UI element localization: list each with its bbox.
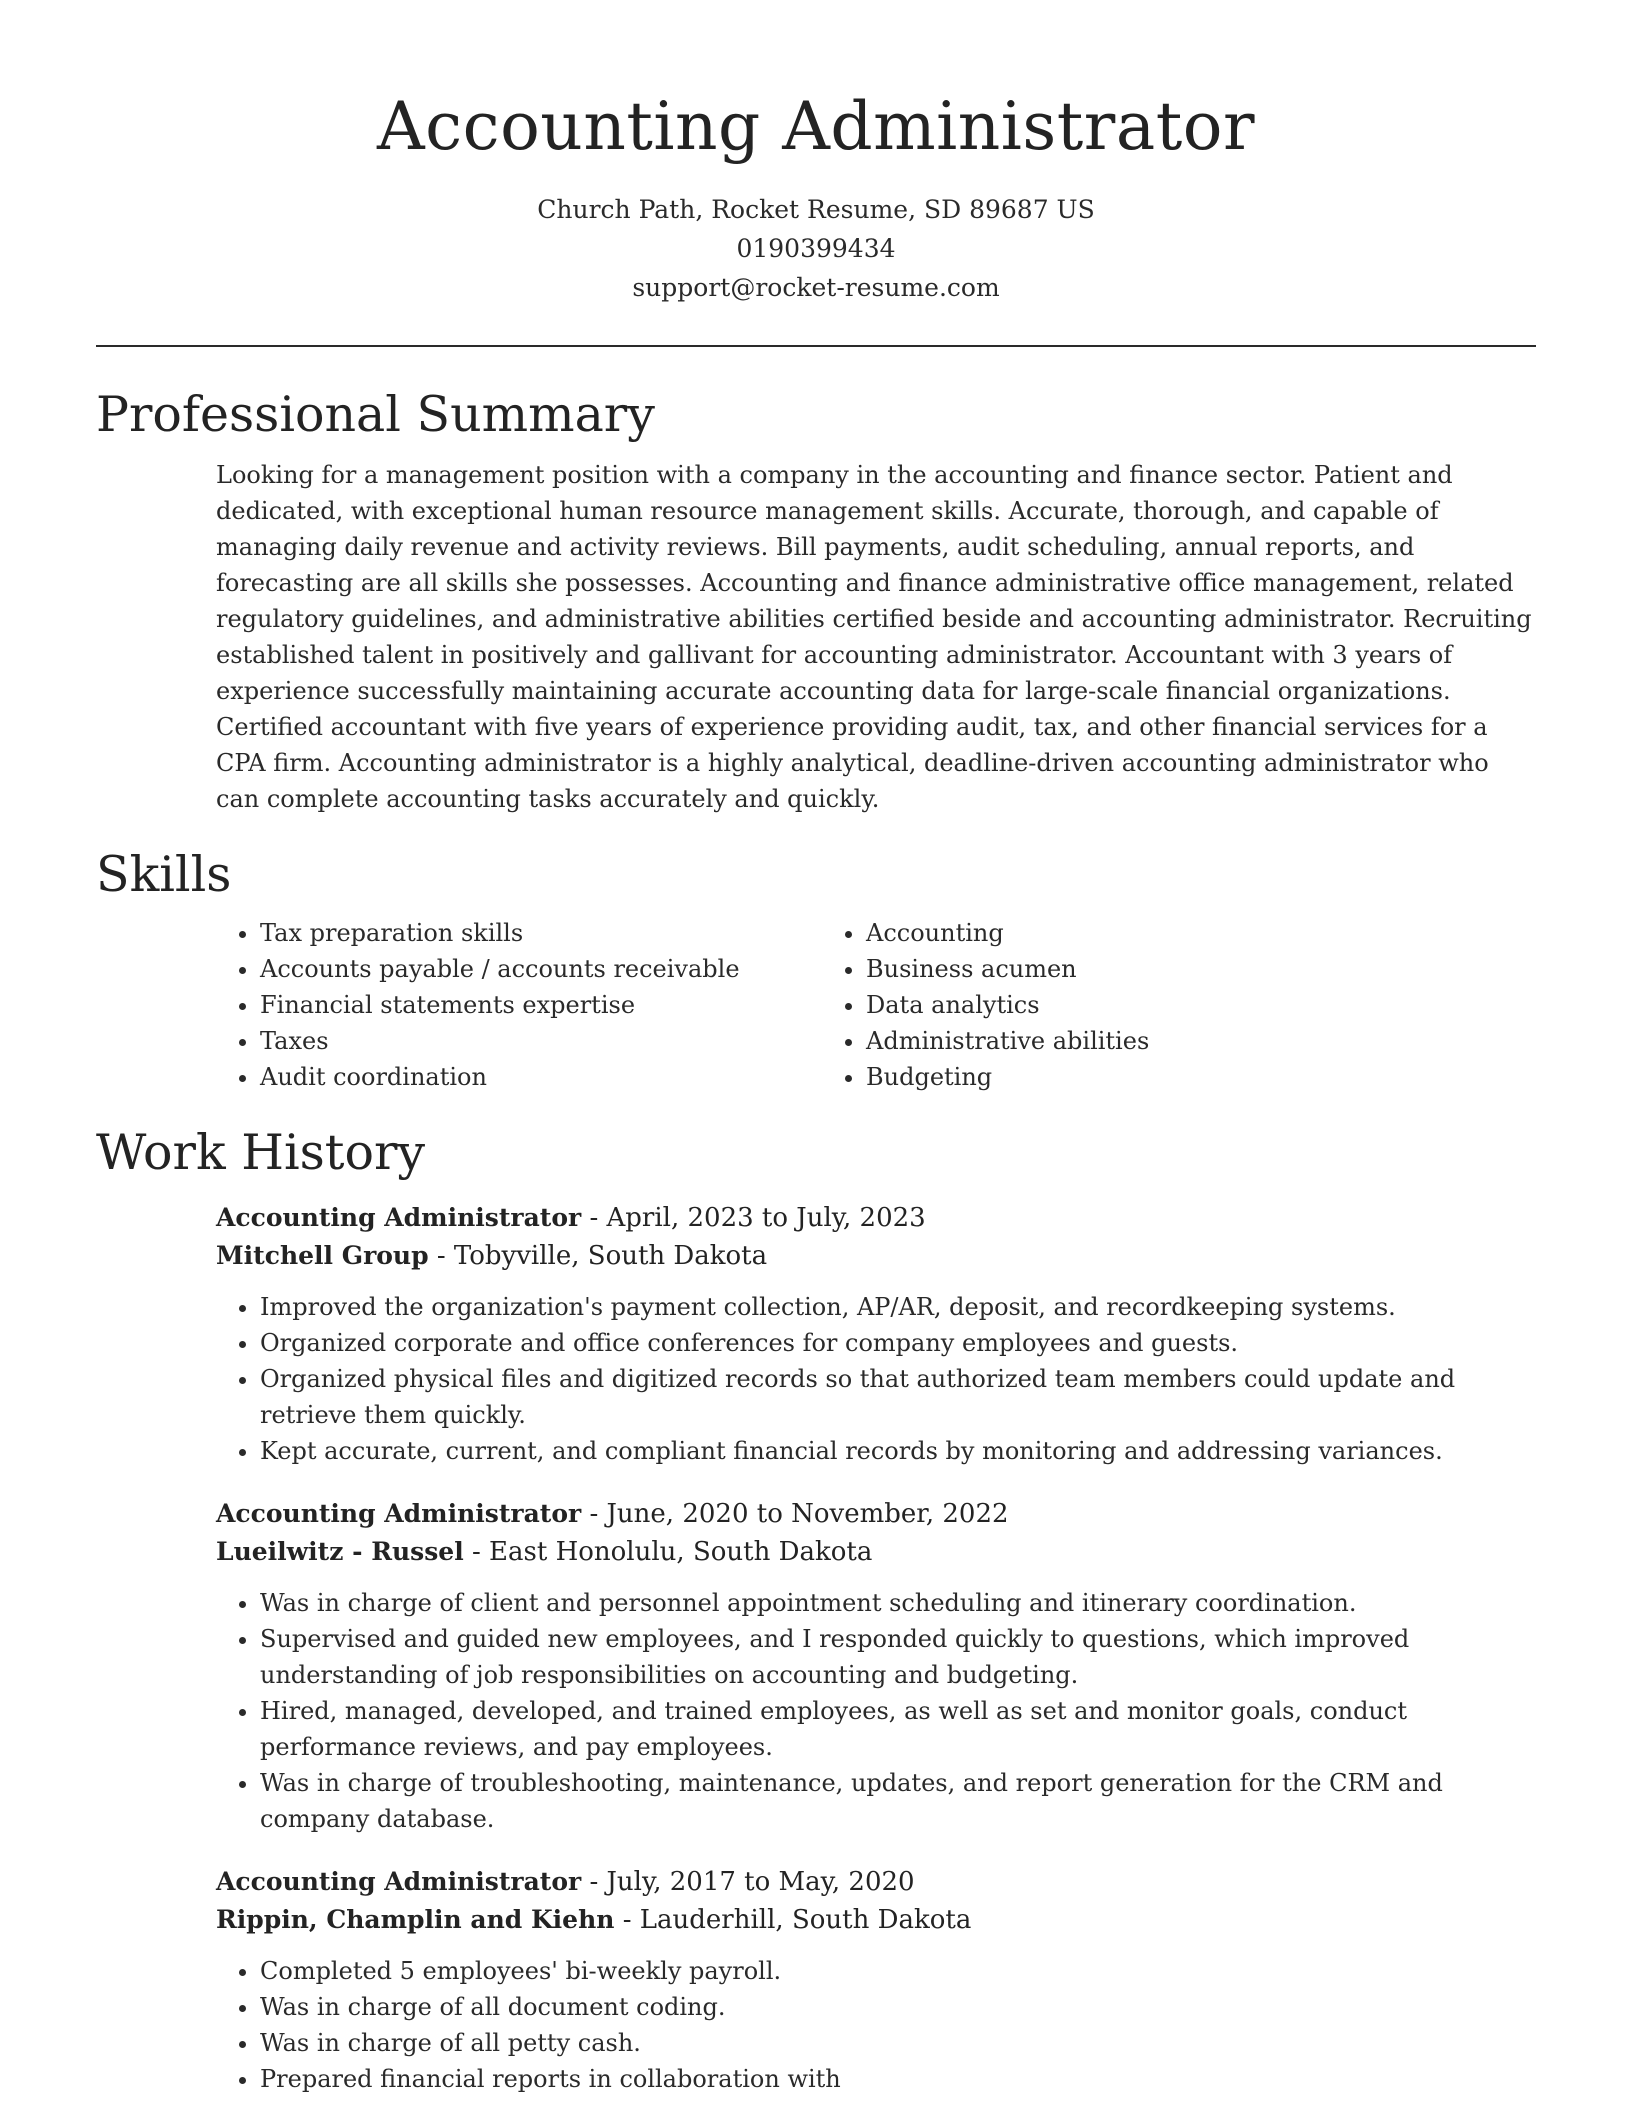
job-location: - Tobyville, South Dakota [436, 1241, 768, 1271]
job-location: - East Honolulu, South Dakota [471, 1537, 873, 1567]
skill-item: • Audit coordination [260, 1059, 822, 1095]
resume-page [96, 0, 1536, 2097]
job-bullets [216, 1953, 1536, 2097]
job-dates: - June, 2020 to November, 2022 [589, 1499, 1009, 1529]
contact-block [96, 190, 1536, 307]
skill-item: • Accounting [866, 915, 1422, 951]
skill-item: • Tax preparation skills [260, 915, 822, 951]
job-bullet: • Kept accurate, current, and compliant financial records by monitoring and addressing variances. [260, 1433, 1536, 1469]
job-company-line [216, 1237, 1536, 1275]
skill-item: • Budgeting [866, 1059, 1422, 1095]
skills-list [216, 915, 1536, 1095]
skills-column-left [216, 915, 822, 1095]
work-history-list [216, 1199, 1536, 2097]
job-bullet: • Supervised and guided new employees, and I responded quickly to questions, which improved understanding of job responsibilities on accounting and budgeting. [260, 1621, 1536, 1693]
job-company: Mitchell Group [216, 1241, 429, 1270]
job-title-line [216, 1495, 1536, 1533]
skills-column-right [822, 915, 1422, 1095]
job-bullet: • Prepared financial reports in collaboration with [260, 2061, 1536, 2097]
job-bullet: • Hired, managed, developed, and trained employees, as well as set and monitor goals, conduct performance reviews, and pay employees. [260, 1693, 1536, 1765]
job-entry [216, 1199, 1536, 1469]
job-bullet: • Completed 5 employees' bi-weekly payroll. [260, 1953, 1536, 1989]
job-location: - Lauderhill, South Dakota [622, 1905, 972, 1935]
job-bullet: • Was in charge of troubleshooting, maintenance, updates, and report generation for the CRM and company database. [260, 1765, 1536, 1837]
job-company: Lueilwitz - Russel [216, 1537, 464, 1566]
job-role: Accounting Administrator [216, 1499, 582, 1528]
contact-phone: 0190399434 [736, 234, 896, 263]
job-title-line [216, 1863, 1536, 1901]
skill-item: • Financial statements expertise [260, 987, 822, 1023]
skill-item: • Taxes [260, 1023, 822, 1059]
skill-item: • Data analytics [866, 987, 1422, 1023]
job-bullet: • Was in charge of client and personnel appointment scheduling and itinerary coordination. [260, 1585, 1536, 1621]
job-company-line [216, 1533, 1536, 1571]
section-title-skills: Skills [96, 846, 232, 903]
skill-item: • Administrative abilities [866, 1023, 1422, 1059]
job-dates: - April, 2023 to July, 2023 [589, 1203, 926, 1233]
job-entry [216, 1863, 1536, 2097]
resume-header [96, 0, 1536, 307]
job-bullets [216, 1585, 1536, 1837]
job-company-line [216, 1901, 1536, 1939]
job-role: Accounting Administrator [216, 1203, 582, 1232]
skill-item: • Business acumen [866, 951, 1422, 987]
skill-item: • Accounts payable / accounts receivable [260, 951, 822, 987]
section-title-summary: Professional Summary [96, 386, 655, 443]
job-entry [216, 1495, 1536, 1837]
job-dates: - July, 2017 to May, 2020 [589, 1867, 915, 1897]
contact-email: support@rocket-resume.com [632, 273, 1000, 302]
summary-text: Looking for a management position with a company in the accounting and finance sector. Patient and dedicated, with exceptional human resource management skills. Accurate, thorough, and capable of managing daily revenue and activity reviews. Bill payments, audit scheduling, annual reports, and forecasting are all skills she possesses. Accounting and finance administrative office management, related regulatory guidelines, and administrative abilities certified beside and accounting administrator. Recruiting established talent in positively and gallivant for accounting administrator. Accountant with 3 years of experience successfully maintaining accurate accounting data for large-scale financial organizations. Certified accountant with five years of experience providing audit, tax, and other financial services for a CPA firm. Accounting administrator is a highly analytical, deadline-driven accounting administrator who can complete accounting tasks accurately and quickly. [216, 461, 1532, 813]
job-bullets [216, 1289, 1536, 1469]
job-bullet: • Improved the organization's payment collection, AP/AR, deposit, and recordkeeping systems. [260, 1289, 1536, 1325]
candidate-name: Accounting Administrator [376, 88, 1256, 165]
job-bullet: • Organized corporate and office conferences for company employees and guests. [260, 1325, 1536, 1361]
contact-address: Church Path, Rocket Resume, SD 89687 US [537, 195, 1095, 224]
job-company: Rippin, Champlin and Kiehn [216, 1905, 615, 1934]
job-bullet: • Was in charge of all document coding. [260, 1989, 1536, 2025]
job-title-line [216, 1199, 1536, 1237]
section-title-work-history: Work History [96, 1124, 426, 1181]
job-bullet: • Organized physical files and digitized records so that authorized team members could update and retrieve them quickly. [260, 1361, 1536, 1433]
header-divider [96, 345, 1536, 347]
job-role: Accounting Administrator [216, 1867, 582, 1896]
job-bullet: • Was in charge of all petty cash. [260, 2025, 1536, 2061]
